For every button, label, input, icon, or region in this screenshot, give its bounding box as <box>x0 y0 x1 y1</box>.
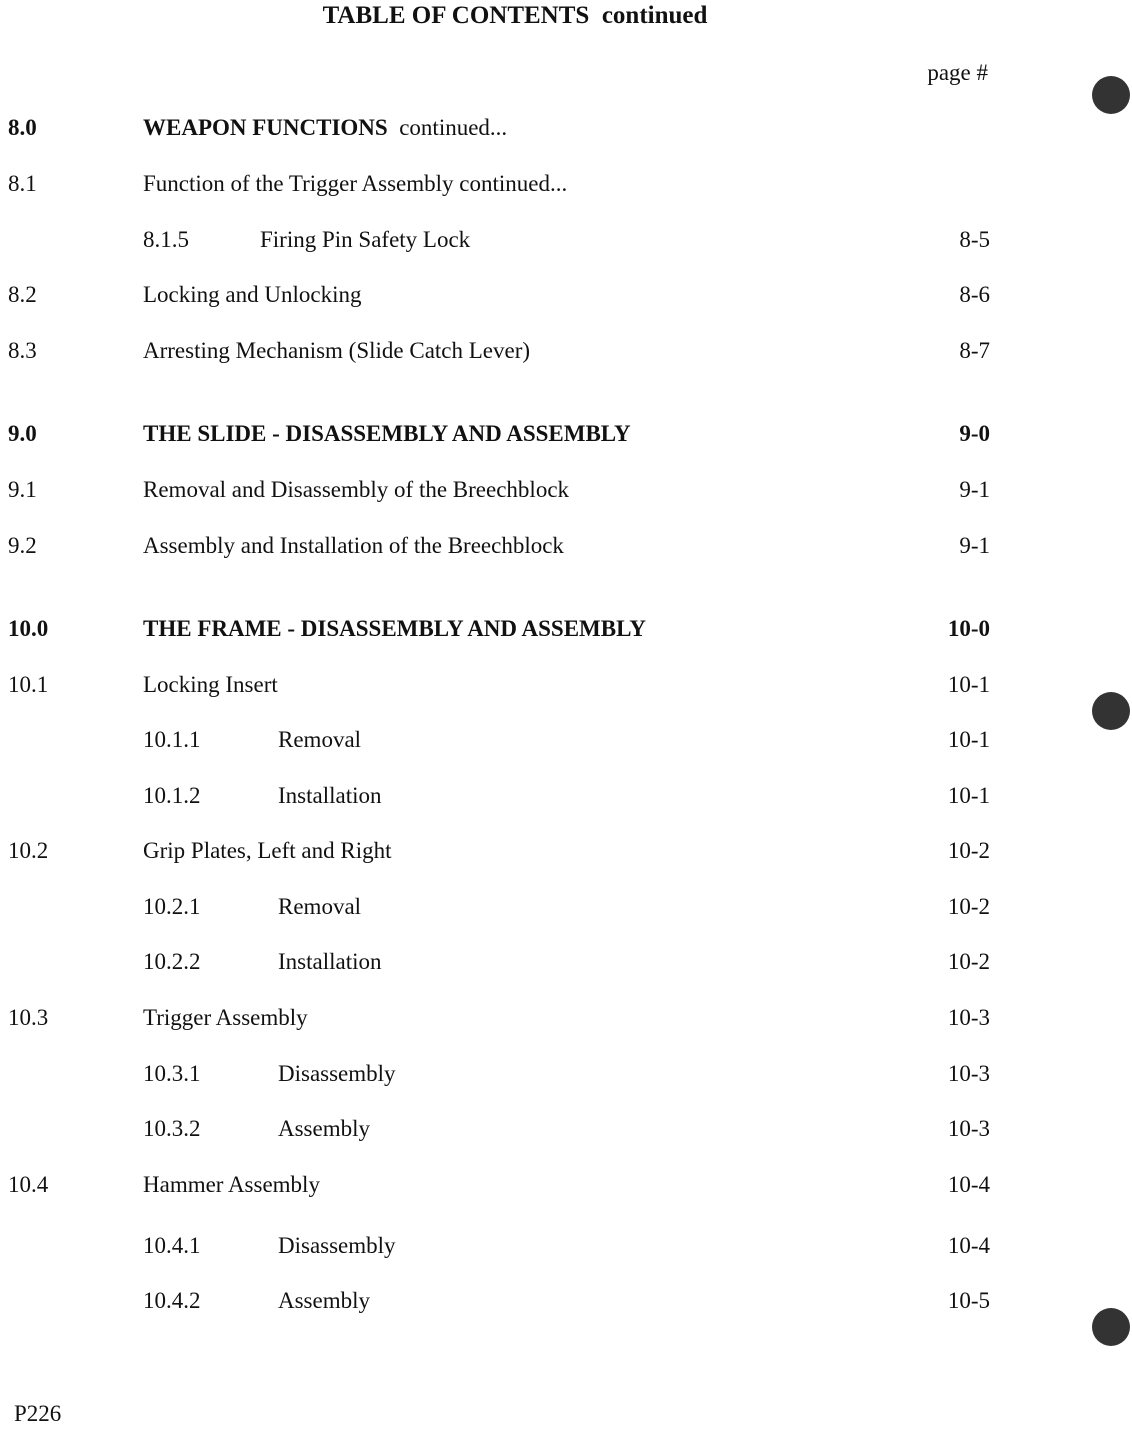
subsection-number: 8.1 <box>8 171 37 196</box>
section-title-suffix: continued... <box>399 115 508 140</box>
toc-subsection-row[interactable] <box>0 670 990 700</box>
punch-hole-top <box>1092 76 1130 114</box>
item-page: 8-5 <box>959 227 990 252</box>
item-number: 10.3.2 <box>143 1116 201 1141</box>
subsection-number: 9.1 <box>8 477 37 502</box>
toc-item-row[interactable] <box>0 947 990 977</box>
subsection-number: 10.1 <box>8 672 49 697</box>
item-number: 10.1.1 <box>143 727 201 752</box>
subsection-page: 9-1 <box>959 477 990 502</box>
section-page: 9-0 <box>959 421 990 446</box>
subsection-number: 10.4 <box>8 1172 49 1197</box>
toc-subsection-row[interactable] <box>0 531 990 561</box>
toc-item-row[interactable] <box>0 725 990 755</box>
section-title-text: WEAPON FUNCTIONS <box>143 115 388 140</box>
section-title: THE FRAME - DISASSEMBLY AND ASSEMBLY <box>143 616 646 641</box>
toc-subsection-row[interactable] <box>0 1170 990 1200</box>
subsection-title: Locking Insert <box>143 672 278 697</box>
item-title: Installation <box>278 949 382 974</box>
subsection-number: 8.2 <box>8 282 37 307</box>
subsection-title: Removal and Disassembly of the Breechblock <box>143 477 570 502</box>
toc-item-row[interactable] <box>0 1114 990 1144</box>
subsection-page: 10-2 <box>947 838 990 863</box>
subsection-title: Trigger Assembly <box>143 1005 308 1030</box>
item-number: 10.2.2 <box>143 949 201 974</box>
toc-subsection-row[interactable] <box>0 336 990 366</box>
item-number: 10.4.2 <box>143 1288 201 1313</box>
item-page: 10-5 <box>947 1288 990 1313</box>
subsection-page: 8-6 <box>959 282 990 307</box>
item-title: Removal <box>278 894 362 919</box>
subsection-number: 10.3 <box>8 1005 49 1030</box>
toc-item-row[interactable] <box>0 1286 990 1316</box>
document-footer: P226 <box>14 1401 62 1426</box>
toc-section-row[interactable] <box>0 419 990 449</box>
subsection-page: 8-7 <box>959 338 990 363</box>
item-title: Disassembly <box>278 1233 396 1258</box>
item-page: 10-2 <box>947 894 990 919</box>
item-title: Assembly <box>278 1288 370 1313</box>
section-title <box>143 113 507 143</box>
item-page: 10-3 <box>947 1061 990 1086</box>
toc-item-row[interactable] <box>0 781 990 811</box>
punch-hole-middle <box>1092 692 1130 730</box>
subsection-title: Arresting Mechanism (Slide Catch Lever) <box>143 338 531 363</box>
subsection-page: 9-1 <box>959 533 990 558</box>
toc-item-row[interactable] <box>0 1059 990 1089</box>
subsection-number: 9.2 <box>8 533 37 558</box>
section-number: 10.0 <box>8 616 49 641</box>
toc-section-row[interactable] <box>0 113 990 143</box>
item-page: 10-1 <box>947 727 990 752</box>
item-number: 10.2.1 <box>143 894 201 919</box>
subsection-page: 10-1 <box>947 672 990 697</box>
section-title: THE SLIDE - DISASSEMBLY AND ASSEMBLY <box>143 421 631 446</box>
item-title: Disassembly <box>278 1061 396 1086</box>
section-page: 10-0 <box>947 616 990 641</box>
toc-subsection-row[interactable] <box>0 169 990 199</box>
item-title: Installation <box>278 783 382 808</box>
punch-hole-bottom <box>1092 1308 1130 1346</box>
subsection-number: 8.3 <box>8 338 37 363</box>
toc-subsection-row[interactable] <box>0 1003 990 1033</box>
section-number: 8.0 <box>8 115 37 140</box>
subsection-title: Grip Plates, Left and Right <box>143 838 392 863</box>
subsection-title: Hammer Assembly <box>143 1172 320 1197</box>
subsection-title: Assembly and Installation of the Breechblock <box>143 533 564 558</box>
page-number-header: page # <box>927 60 988 85</box>
toc-section-row[interactable] <box>0 614 990 644</box>
item-page: 10-3 <box>947 1116 990 1141</box>
toc-subsection-row[interactable] <box>0 475 990 505</box>
toc-item-row[interactable] <box>0 892 990 922</box>
item-page: 10-2 <box>947 949 990 974</box>
toc-item-row[interactable] <box>0 225 990 255</box>
subsection-number: 10.2 <box>8 838 49 863</box>
item-page: 10-4 <box>947 1233 990 1258</box>
item-title: Assembly <box>278 1116 370 1141</box>
subsection-page: 10-3 <box>947 1005 990 1030</box>
item-number: 10.3.1 <box>143 1061 201 1086</box>
subsection-page: 10-4 <box>947 1172 990 1197</box>
item-title: Removal <box>278 727 362 752</box>
item-number: 10.4.1 <box>143 1233 201 1258</box>
item-title: Firing Pin Safety Lock <box>260 227 471 252</box>
item-number: 8.1.5 <box>143 227 189 252</box>
subsection-title: Function of the Trigger Assembly continued... <box>143 171 568 196</box>
toc-item-row[interactable] <box>0 1231 990 1261</box>
item-page: 10-1 <box>947 783 990 808</box>
toc-subsection-row[interactable] <box>0 836 990 866</box>
toc-subsection-row[interactable] <box>0 280 990 310</box>
page-title: TABLE OF CONTENTS continued <box>322 2 708 29</box>
item-number: 10.1.2 <box>143 783 201 808</box>
subsection-title: Locking and Unlocking <box>143 282 362 307</box>
section-number: 9.0 <box>8 421 37 446</box>
